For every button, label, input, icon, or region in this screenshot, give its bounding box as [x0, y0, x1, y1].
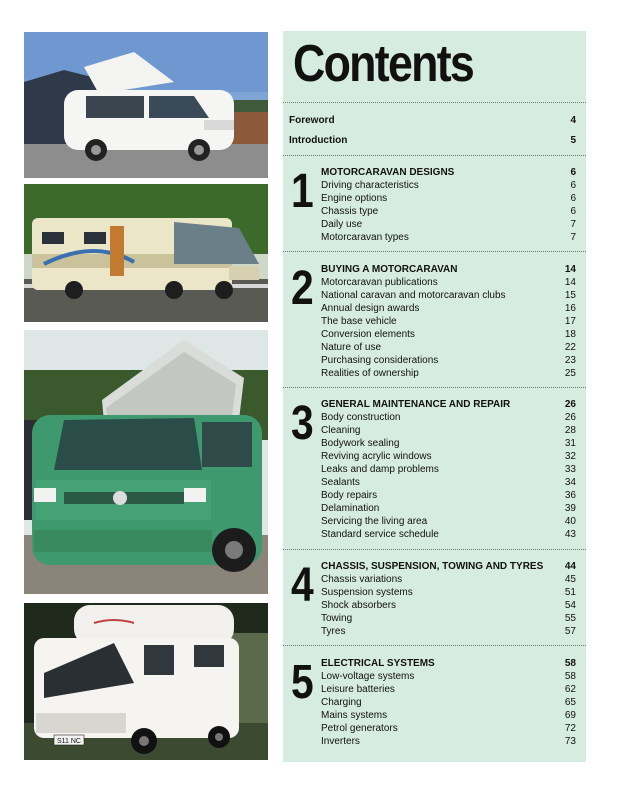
divider [283, 645, 586, 646]
toc-item[interactable] [321, 612, 576, 625]
toc-item-label: Chassis variations [321, 574, 403, 585]
toc-item-label: Inverters [321, 736, 360, 747]
toc-item-label: The base vehicle [321, 316, 397, 327]
toc-entry-label: Foreword [289, 115, 335, 126]
toc-item-page: 65 [564, 697, 576, 708]
toc-item[interactable] [321, 289, 576, 302]
toc-entry-introduction[interactable] [289, 135, 576, 146]
toc-item[interactable] [321, 586, 576, 599]
toc-item[interactable] [321, 599, 576, 612]
toc-item-page: 57 [564, 626, 576, 637]
toc-item[interactable] [321, 502, 576, 515]
toc-item-page: 34 [564, 477, 576, 488]
divider [283, 387, 586, 388]
toc-item-page: 73 [564, 736, 576, 747]
toc-item-page: 7 [570, 232, 576, 243]
toc-entry-page: 4 [570, 115, 576, 126]
toc-item-label: Realities of ownership [321, 368, 419, 379]
toc-item-label: Body repairs [321, 490, 378, 501]
toc-item[interactable] [321, 231, 576, 244]
toc-item-label: National caravan and motorcaravan clubs [321, 290, 506, 301]
toc-item-page: 15 [564, 290, 576, 301]
section-number: 4 [291, 559, 314, 612]
toc-item-page: 25 [564, 368, 576, 379]
section-number: 3 [291, 397, 314, 450]
section-heading-page: 14 [564, 264, 576, 275]
toc-item-label: Delamination [321, 503, 380, 514]
toc-item[interactable] [321, 302, 576, 315]
toc-item-page: 28 [564, 425, 576, 436]
toc-item-label: Engine options [321, 193, 388, 204]
toc-item-page: 36 [564, 490, 576, 501]
toc-item-label: Driving characteristics [321, 180, 419, 191]
toc-item[interactable] [321, 515, 576, 528]
toc-item-page: 45 [564, 574, 576, 585]
toc-item-page: 6 [570, 193, 576, 204]
divider [283, 549, 586, 550]
toc-item-page: 7 [570, 219, 576, 230]
toc-item[interactable] [321, 450, 576, 463]
toc-item-label: Motorcaravan types [321, 232, 409, 243]
section-heading-label: MOTORCARAVAN DESIGNS [321, 167, 455, 178]
section-heading[interactable] [321, 657, 576, 670]
toc-item-page: 17 [564, 316, 576, 327]
toc-item-label: Tyres [321, 626, 346, 637]
toc-item[interactable] [321, 354, 576, 367]
toc-item-page: 18 [564, 329, 576, 340]
toc-item-page: 55 [564, 613, 576, 624]
toc-item[interactable] [321, 683, 576, 696]
toc-item-page: 6 [570, 206, 576, 217]
toc-item-label: Low-voltage systems [321, 671, 415, 682]
toc-item-page: 51 [564, 587, 576, 598]
toc-item[interactable] [321, 528, 576, 541]
toc-item[interactable] [321, 341, 576, 354]
toc-item[interactable] [321, 179, 576, 192]
toc-item[interactable] [321, 709, 576, 722]
toc-item[interactable] [321, 437, 576, 450]
toc-item-label: Servicing the living area [321, 516, 428, 527]
toc-item-page: 33 [564, 464, 576, 475]
toc-item[interactable] [321, 315, 576, 328]
page-title: Contents [293, 35, 474, 93]
section-number: 5 [291, 656, 314, 709]
toc-item-label: Purchasing considerations [321, 355, 439, 366]
toc-item-label: Charging [321, 697, 362, 708]
section-heading-page: 44 [564, 561, 576, 572]
toc-item-label: Motorcaravan publications [321, 277, 438, 288]
toc-item-label: Leaks and damp problems [321, 464, 439, 475]
toc-item[interactable] [321, 696, 576, 709]
toc-item-page: 39 [564, 503, 576, 514]
toc-item-page: 43 [564, 529, 576, 540]
toc-item-label: Petrol generators [321, 723, 398, 734]
toc-item-label: Standard service schedule [321, 529, 439, 540]
toc-item[interactable] [321, 670, 576, 683]
section-heading-label: GENERAL MAINTENANCE AND REPAIR [321, 399, 511, 410]
section-number: 1 [291, 165, 314, 218]
toc-item[interactable] [321, 411, 576, 424]
toc-item-page: 26 [564, 412, 576, 423]
toc-item[interactable] [321, 276, 576, 289]
toc-item-page: 23 [564, 355, 576, 366]
toc-item-label: Cleaning [321, 425, 361, 436]
photo-white-hightop-van [24, 603, 268, 760]
photo-coachbuilt-motorhome [24, 184, 268, 322]
toc-item-page: 31 [564, 438, 576, 449]
section-heading-label: CHASSIS, SUSPENSION, TOWING AND TYRES [321, 561, 544, 572]
toc-item-page: 16 [564, 303, 576, 314]
toc-item-label: Leisure batteries [321, 684, 395, 695]
toc-item-page: 72 [564, 723, 576, 734]
toc-item-label: Bodywork sealing [321, 438, 400, 449]
photo-green-vw-camper [24, 330, 268, 594]
section-heading-page: 58 [564, 658, 576, 669]
toc-item-label: Annual design awards [321, 303, 420, 314]
toc-entry-label: Introduction [289, 135, 348, 146]
toc-item-page: 62 [564, 684, 576, 695]
toc-item[interactable] [321, 722, 576, 735]
divider [283, 102, 586, 103]
toc-item[interactable] [321, 367, 576, 380]
toc-item-label: Towing [321, 613, 353, 624]
section-heading-page: 6 [570, 167, 576, 178]
section-heading-label: BUYING A MOTORCARAVAN [321, 264, 458, 275]
divider [283, 155, 586, 156]
toc-item-page: 14 [564, 277, 576, 288]
section-number: 2 [291, 262, 314, 315]
number-plate: S11 NC [57, 738, 81, 745]
toc-item-label: Chassis type [321, 206, 379, 217]
toc-item-page: 6 [570, 180, 576, 191]
toc-item-label: Sealants [321, 477, 360, 488]
toc-item-page: 58 [564, 671, 576, 682]
toc-item-label: Suspension systems [321, 587, 413, 598]
section-heading[interactable] [321, 166, 576, 179]
toc-item[interactable] [321, 476, 576, 489]
toc-item-label: Mains systems [321, 710, 388, 721]
toc-entry-foreword[interactable] [289, 115, 576, 126]
toc-item-label: Reviving acrylic windows [321, 451, 432, 462]
toc-item[interactable] [321, 205, 576, 218]
toc-item-page: 69 [564, 710, 576, 721]
toc-item-label: Daily use [321, 219, 363, 230]
toc-item-page: 40 [564, 516, 576, 527]
section-heading-label: ELECTRICAL SYSTEMS [321, 658, 435, 669]
toc-item-label: Nature of use [321, 342, 382, 353]
toc-item-label: Shock absorbers [321, 600, 397, 611]
toc-item[interactable] [321, 573, 576, 586]
contents-panel [283, 31, 586, 762]
toc-item-page: 22 [564, 342, 576, 353]
toc-item-page: 32 [564, 451, 576, 462]
divider [283, 251, 586, 252]
toc-item-label: Conversion elements [321, 329, 415, 340]
photo-white-popup-van [24, 32, 268, 178]
section-heading[interactable] [321, 398, 576, 411]
toc-item[interactable] [321, 192, 576, 205]
toc-item[interactable] [321, 424, 576, 437]
section-heading[interactable] [321, 263, 576, 276]
section-heading-page: 26 [564, 399, 576, 410]
toc-item-page: 54 [564, 600, 576, 611]
toc-item[interactable] [321, 218, 576, 231]
toc-entry-page: 5 [570, 135, 576, 146]
toc-item[interactable] [321, 328, 576, 341]
toc-item[interactable] [321, 625, 576, 638]
toc-item[interactable] [321, 463, 576, 476]
toc-item-label: Body construction [321, 412, 401, 423]
toc-item[interactable] [321, 489, 576, 502]
section-heading[interactable] [321, 560, 576, 573]
toc-item[interactable] [321, 735, 576, 748]
